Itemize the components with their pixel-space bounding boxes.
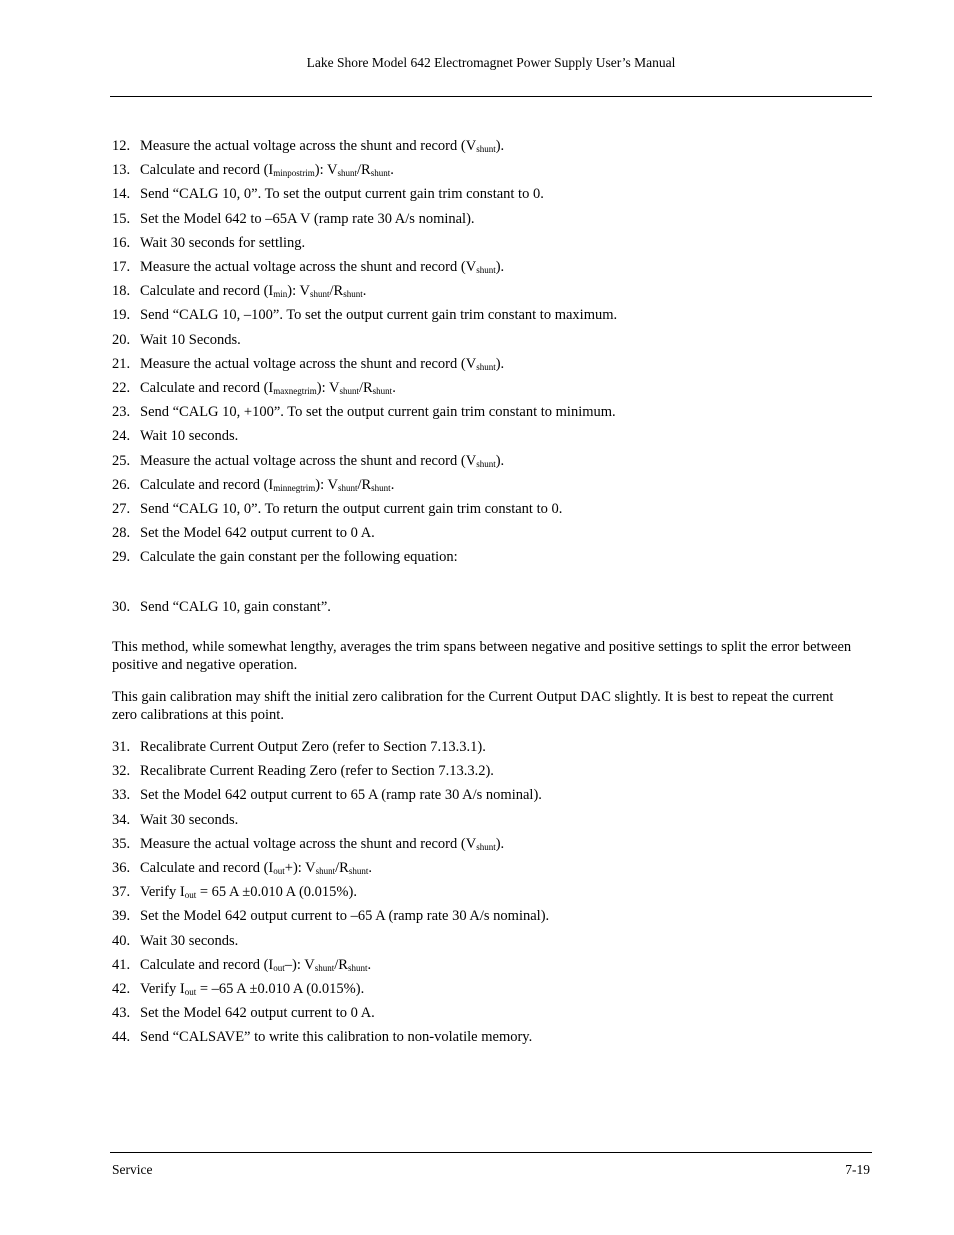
subscript: minnegtrim [273, 482, 316, 493]
text-run: Calculate and record (I [140, 380, 274, 396]
step-number: 24. [112, 428, 131, 445]
step-number: 31. [112, 739, 131, 755]
step-number: 28. [112, 525, 131, 542]
list-item [112, 500, 562, 518]
list-item [112, 137, 504, 155]
text-run: Set the Model 642 output current to 0 A. [140, 1005, 375, 1022]
text-run: ): V [315, 476, 338, 493]
list-item [112, 379, 396, 397]
text-run: Recalibrate Current Reading Zero (refer to Section 7.13.3.2). [140, 763, 494, 780]
subscript: maxnegtrim [273, 386, 317, 396]
text-run: = –65 A ±0.010 A (0.015%). [196, 981, 365, 997]
text-run: Send “CALSAVE” to write this calibration to non-volatile memory. [140, 1029, 533, 1046]
text-run: ). [495, 835, 505, 852]
text-run: Measure the actual voltage across the shunt and record (V [140, 138, 477, 154]
list-item [112, 355, 504, 373]
step-number: 27. [112, 501, 131, 517]
list-item [112, 932, 238, 950]
step-number: 13. [112, 162, 131, 179]
text-run: ). [495, 355, 505, 372]
list-item [112, 258, 504, 276]
footer-section: Service [112, 1162, 153, 1177]
step-number: 26. [112, 476, 131, 493]
step-number: 37. [112, 884, 131, 901]
text-run: Wait 30 seconds for settling. [140, 234, 306, 251]
step-number: 19. [112, 307, 131, 324]
step-number: 22. [112, 380, 131, 396]
list-item [112, 859, 372, 877]
paragraph: This gain calibration may shift the initial zero calibration for the Current Output DAC slightly. It is best to repeat the current zero calibrations at this point. [112, 689, 834, 723]
step-text [140, 599, 331, 615]
step-number: 42. [112, 981, 131, 997]
text-run: Wait 10 Seconds. [140, 331, 241, 348]
text-run: . [362, 283, 367, 300]
text-run: Measure the actual voltage across the shunt and record (V [140, 835, 477, 852]
text-run: = 65 A ±0.010 A (0.015%). [196, 884, 357, 901]
text-run: Wait 30 seconds. [140, 932, 239, 949]
text-run: ): V [287, 283, 310, 300]
subscript: out [184, 890, 197, 901]
list-item [112, 598, 331, 616]
step-text [140, 138, 504, 154]
header-divider [110, 96, 872, 97]
list-item [112, 883, 357, 901]
subscript: out [184, 987, 197, 997]
step-text [140, 235, 305, 251]
text-run: Verify I [140, 884, 185, 901]
subscript: shunt [347, 962, 368, 973]
step-number: 41. [112, 956, 131, 973]
list-item [112, 786, 542, 804]
step-number: 17. [112, 259, 131, 275]
step-text [140, 933, 238, 949]
step-text [140, 957, 371, 973]
step-text [140, 908, 549, 924]
text-run: Send “CALG 10, –100”. To set the output current gain trim constant to maximum. [140, 307, 618, 324]
step-text [140, 477, 394, 493]
text-run: Wait 30 seconds. [140, 811, 239, 828]
step-number: 39. [112, 908, 131, 925]
step-text [140, 428, 238, 444]
list-item [112, 524, 375, 542]
subscript: shunt [476, 265, 496, 275]
step-text [140, 453, 504, 469]
step-text [140, 404, 616, 420]
subscript: out [273, 962, 285, 973]
step-text [140, 549, 458, 565]
step-text [140, 812, 238, 828]
subscript: shunt [371, 482, 391, 493]
step-number: 16. [112, 234, 131, 251]
list-item [112, 907, 549, 925]
text-run: Set the Model 642 output current to –65 A (ramp rate 30 A/s nominal). [140, 908, 550, 925]
text-run: . [390, 476, 395, 493]
text-run: Set the Model 642 output current to 0 A. [140, 525, 375, 542]
subscript: shunt [339, 386, 359, 396]
step-number: 20. [112, 331, 131, 348]
list-item [112, 956, 371, 974]
step-text [140, 332, 241, 348]
step-text [140, 787, 542, 803]
text-run: Calculate and record (I [140, 956, 274, 973]
step-number: 32. [112, 763, 131, 780]
step-text [140, 836, 504, 852]
subscript: out [273, 866, 285, 876]
text-run: ). [495, 452, 505, 469]
subscript: shunt [309, 289, 330, 300]
step-text [140, 211, 475, 227]
list-item [112, 548, 458, 566]
text-run: Send “CALG 10, 0”. To return the output current gain trim constant to 0. [140, 501, 563, 517]
paragraph: This method, while somewhat lengthy, averages the trim spans between negative and positive settings to split the error between positive and negative operation. [112, 639, 852, 673]
step-number: 34. [112, 811, 131, 828]
list-item [112, 1004, 375, 1022]
list-item [112, 835, 504, 853]
step-number: 15. [112, 210, 131, 227]
list-item [112, 161, 394, 179]
text-run: . [368, 860, 372, 876]
list-item [112, 427, 238, 445]
text-run: /R [357, 476, 372, 493]
step-number: 43. [112, 1005, 131, 1022]
step-text [140, 884, 357, 900]
step-text [140, 1005, 375, 1021]
text-run: Set the Model 642 to –65A V (ramp rate 30 A/s nominal). [140, 210, 475, 227]
footer-divider [110, 1152, 872, 1153]
text-run: /R [329, 283, 344, 300]
text-run: Measure the actual voltage across the shunt and record (V [140, 452, 477, 469]
step-text [140, 186, 544, 202]
text-run: /R [334, 956, 348, 973]
subscript: minpostrim [273, 168, 315, 179]
step-text [140, 162, 394, 178]
step-text [140, 380, 396, 396]
list-item [112, 980, 364, 998]
page-number: 7-19 [845, 1162, 870, 1177]
subscript: shunt [370, 168, 391, 179]
text-run: Send “CALG 10, +100”. To set the output current gain trim constant to minimum. [140, 404, 616, 421]
step-number: 23. [112, 404, 131, 421]
list-item [112, 403, 616, 421]
step-text [140, 307, 617, 323]
subscript: shunt [337, 168, 357, 179]
subscript: shunt [476, 458, 496, 469]
list-item [112, 1028, 532, 1046]
list-item [112, 331, 241, 349]
subscript: shunt [476, 144, 496, 154]
text-run: Measure the actual voltage across the shunt and record (V [140, 259, 477, 275]
list-item [112, 185, 544, 203]
step-text [140, 1029, 532, 1045]
text-run: +): V [284, 860, 316, 876]
text-run: . [390, 162, 394, 179]
step-number: 36. [112, 860, 131, 876]
text-run: /R [358, 380, 373, 396]
list-item [112, 306, 617, 324]
subscript: shunt [476, 361, 496, 372]
text-run: Calculate and record (I [140, 283, 274, 300]
text-run: Wait 10 seconds. [140, 428, 239, 445]
text-run: ): V [314, 162, 338, 179]
step-text [140, 525, 375, 541]
list-item [112, 738, 486, 756]
step-text [140, 739, 486, 755]
step-text [140, 283, 366, 299]
step-number: 12. [112, 138, 131, 154]
step-number: 29. [112, 549, 131, 566]
list-item [112, 452, 504, 470]
step-number: 44. [112, 1029, 131, 1046]
step-number: 14. [112, 186, 131, 203]
step-number: 40. [112, 932, 131, 949]
step-number: 33. [112, 787, 131, 804]
text-run: Send “CALG 10, 0”. To set the output current gain trim constant to 0. [140, 186, 544, 203]
subscript: shunt [476, 841, 496, 852]
step-number: 18. [112, 283, 131, 300]
text-run: –): V [284, 956, 315, 973]
text-run: /R [335, 860, 349, 876]
list-item [112, 210, 475, 228]
text-run: ). [495, 259, 505, 275]
list-item [112, 234, 305, 252]
subscript: shunt [372, 386, 393, 396]
step-number: 30. [112, 599, 131, 615]
subscript: shunt [314, 962, 335, 973]
step-text [140, 860, 372, 876]
text-run: Set the Model 642 output current to 65 A (ramp rate 30 A/s nominal). [140, 787, 542, 804]
step-number: 35. [112, 835, 131, 852]
list-item [112, 476, 394, 494]
subscript: shunt [343, 289, 363, 300]
step-text [140, 981, 364, 997]
step-number: 21. [112, 355, 131, 372]
step-text [140, 356, 504, 372]
text-run: Recalibrate Current Output Zero (refer to Section 7.13.3.1). [140, 739, 486, 755]
text-run: ). [495, 138, 505, 154]
subscript: shunt [348, 866, 369, 876]
text-run: Calculate and record (I [140, 162, 274, 179]
text-run: Calculate the gain constant per the following equation: [140, 549, 458, 566]
step-text [140, 501, 562, 517]
text-run: ): V [316, 380, 340, 396]
text-run: Measure the actual voltage across the shunt and record (V [140, 355, 477, 372]
step-number: 25. [112, 452, 131, 469]
text-run: Calculate and record (I [140, 860, 274, 876]
text-run: . [392, 380, 396, 396]
list-item [112, 762, 494, 780]
subscript: shunt [337, 482, 358, 493]
subscript: shunt [315, 866, 336, 876]
list-item [112, 811, 238, 829]
text-run: Calculate and record (I [140, 476, 274, 493]
text-run: Send “CALG 10, gain constant”. [140, 599, 331, 615]
text-run: Verify I [140, 981, 185, 997]
running-header: Lake Shore Model 642 Electromagnet Power Supply User’s Manual [306, 55, 676, 70]
step-text [140, 763, 494, 779]
list-item [112, 282, 366, 300]
subscript: min [273, 289, 288, 300]
text-run: . [367, 956, 372, 973]
text-run: /R [356, 162, 371, 179]
step-text [140, 259, 504, 275]
